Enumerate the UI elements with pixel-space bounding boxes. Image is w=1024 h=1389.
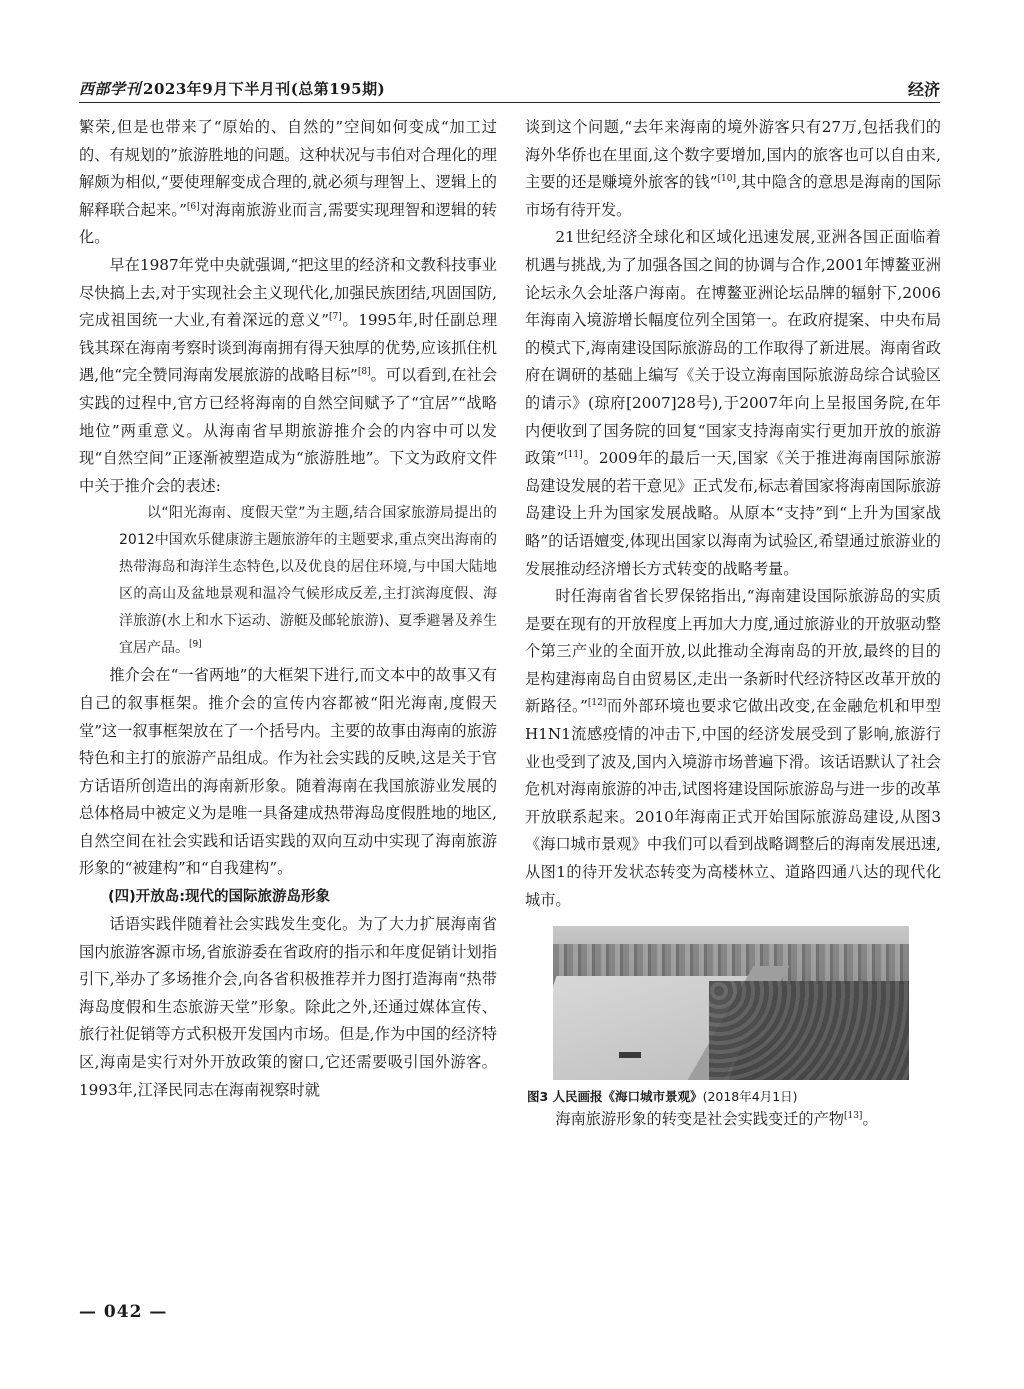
section-label: 经济 [907,79,940,99]
boat [619,1052,641,1058]
citation: [9] [189,639,202,650]
figure-3 [527,926,913,1106]
citation: [7] [329,312,342,323]
paragraph: 谈到这个问题,“去年来海南的境外游客只有27万,包括我们的海外华侨也在里面,这个数字要增加,国内的旅客也可以自由来,主要的还是赚境外旅客的钱”[10],其中隐含的意思是海南的国际市场有待开发。 [525,118,942,219]
citation: [6] [186,201,200,212]
citation: [10] [717,174,737,185]
left-column [79,114,497,1104]
block-quote: 以“阳光海南、度假天堂”为主题,结合国家旅游局提出的2012中国欢乐健康游主题旅游年的主题要求,重点突出海南的热带海岛和海洋生态特色,以及优良的居住环境,与中国大陆地区的高山及盆地景观和温冷气候形成反差,主打滨海度假、海洋旅游(水上和水下运动、游艇及邮轮旅游)、夏季避暑及养生宜居产品。[9] [119,505,497,657]
trees [709,981,909,1080]
journal-issue [79,78,385,99]
paragraph: 时任海南省省长罗保铭指出,“海南建设国际旅游岛的实质是要在现有的开放程度上再加大力度,通过旅游业的开放驱动整个第三产业的全面开放,以此推动全海南岛的开放,最终的目的是构建海南岛自由贸易区,走出一条新时代经济特区改革开放的新路径。”[12]而外部环境也要求它做出改变,在金融危机和甲型H1N1流感疫情的冲击下,中国的经济发展受到了影响,旅游行业也受到了波及,国内入境游市场普遍下滑。该话语默认了社会危机对海南旅游的冲击,试图将建设国际旅游岛与进一步的改革开放联系起来。2010年海南正式开始国际旅游岛建设,从图3《海口城市景观》中我们可以看到战略调整后的海南发展迅速,从图1的待开发状态转变为高楼林立、道路四通八达的现代化城市。 [525,587,941,909]
paragraph: 21世纪经济全球化和区域化迅速发展,亚洲各国正面临着机遇与挑战,为了加强各国之间的协调与合作,2001年博鳌亚洲论坛永久会址落户海南。在博鳌亚洲论坛品牌的辐射下,2006年海南入境游增长幅度位列全国第一。在政府提案、中央布局的模式下,海南建设国际旅游岛的工作取得了新进展。海南省政府在调研的基础上编写《关于设立海南国际旅游岛综合试验区的请示》(琼府[2007]28号),于2007年向上呈报国务院,在年内便收到了国务院的回复“国家支持海南实行更加开放的旅游政策”[11]。2009年的最后一天,国家《关于推进海南国际旅游岛建设发展的若干意见》正式发布,标志着国家将海南国际旅游岛建设上升为国家发展战略。从原本“支持”到“上升为国家战略”的话语嬗变,体现出国家以海南为试验区,希望通过旅游业的发展推动经济增长方式转变的战略考量。 [525,228,941,578]
issue-label: 2023年9月下半月刊(总第195期) [143,79,386,98]
page-number: — 042 — [79,1302,168,1322]
haikou-city-photo [553,926,909,1080]
running-header [79,74,940,103]
right-column [525,114,941,1134]
paragraph: 繁荣,但是也带来了“原始的、自然的”空间如何变成“加工过的、有规划的”旅游胜地的问题。这种状况与韦伯对合理化的理解颇为相似,“要使理解变成合理的,就必须与理智上、逻辑上的解释联合起来。”[6]对海南旅游业而言,需要实现理智和逻辑的转化。 [79,118,497,247]
citation: [12] [587,698,607,709]
section-heading: (四)开放岛:现代的国际旅游岛形象 [108,889,331,906]
paragraph: 海南旅游形象的转变是社会实践变迁的产物[13]。 [555,1110,878,1129]
figure-caption: 图3 人民画报《海口城市景观》(2018年4月1日) [527,1089,798,1105]
paragraph: 早在1987年党中央就强调,“把这里的经济和文教科技事业尽快搞上去,对于实现社会主义现代化,加强民族团结,巩固国防,完成祖国统一大业,有着深远的意义”[7]。1995年,时任副总理钱其琛在海南考察时谈到海南拥有得天独厚的优势,应该抓住机遇,他“完全赞同海南发展旅游的战略目标”[8]。可以看到,在社会实践的过程中,官方已经将海南的自然空间赋予了“宜居”“战略地位”两重意义。从海南省早期旅游推介会的内容中可以发现“自然空间”正逐渐被塑造成为“旅游胜地”。下文为政府文件中关于推介会的表述: [79,255,498,495]
journal-logo: 西部学刊 [79,79,142,98]
citation: [11] [564,450,583,461]
citation: [8] [357,367,371,378]
paragraph: 推介会在“一省两地”的大框架下进行,而文本中的故事又有自己的叙事框架。推介会的宣传内容都被“阳光海南,度假天堂”这一叙事框架放在了一个括号内。主要的故事由海南的旅游特色和主打的旅游产品组成。作为社会实践的反映,这是关于官方话语所创造出的海南新形象。随着海南在我国旅游业发展的总体格局中被定义为是唯一具备建成热带海岛度假胜地的地区,自然空间在社会实践和话语实践的双向互动中实现了海南旅游形象的“被建构”和“自我建构”。 [79,666,497,878]
paragraph: 话语实践伴随着社会实践发生变化。为了大力扩展海南省国内旅游客源市场,省旅游委在省政府的指示和年度促销计划指引下,举办了多场推介会,向各省积极推荐并力图打造海南“热带海岛度假和生态旅游天堂”形象。除此之外,还通过媒体宣传、旅行社促销等方式积极开发国内市场。但是,作为中国的经济特区,海南是实行对外开放政策的窗口,它还需要吸引国外游客。1993年,江泽民同志在海南视察时就 [79,915,497,1099]
citation: [13] [843,1111,863,1122]
